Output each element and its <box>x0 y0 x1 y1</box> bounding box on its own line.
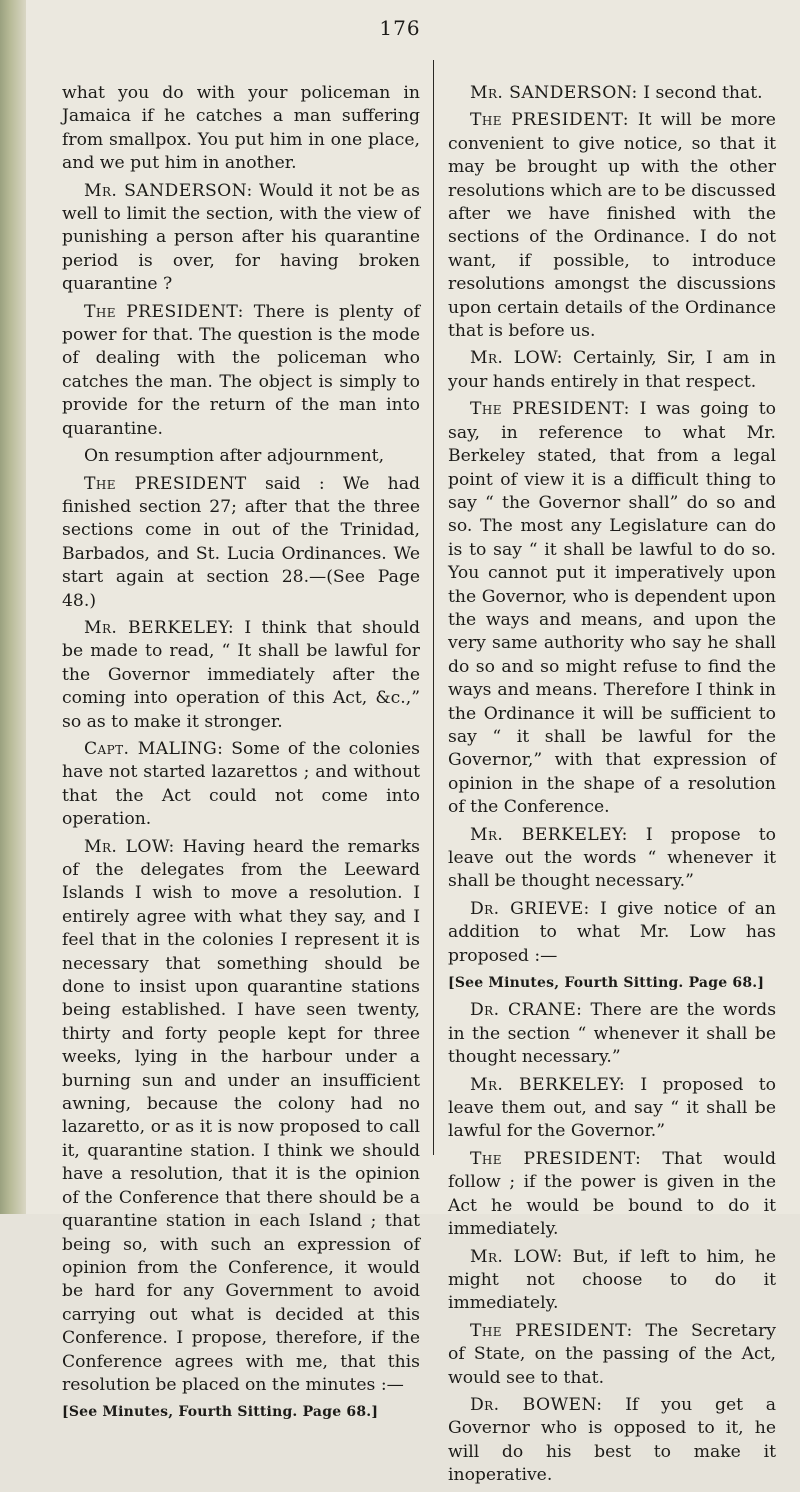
paragraph-text: Would it not be as well to limit the section, with the view of punishing a person after his quarantine period is over, for having broken quarantine ? <box>62 180 420 295</box>
paragraph-text: Certainly, Sir, I am in your hands entirely in that respect. <box>448 348 776 392</box>
speaker-name: Mr. SANDERSON: <box>84 180 253 201</box>
paragraph-text: I proposed to leave them out, and say “ it shall be lawful for the Governor.” <box>448 1074 776 1142</box>
paragraph <box>62 617 420 734</box>
speaker-name: The PRESIDENT: <box>84 301 244 322</box>
paragraph <box>448 347 776 394</box>
paragraph-text: what you do with your policeman in Jamaica if he catches a man suffering from smallpox. You put him in one place, and we put him in another. <box>62 83 420 174</box>
paragraph <box>448 1246 776 1316</box>
paragraph-text: If you get a Governor who is opposed to it, he will do his best to make it inoperative. <box>448 1394 776 1486</box>
speaker-name: Mr. BERKELEY: <box>84 617 235 638</box>
paragraph-text: I second that. <box>637 83 763 103</box>
speaker-name: The PRESIDENT: <box>470 110 629 131</box>
paragraph <box>62 82 420 176</box>
speaker-name: Mr. LOW: <box>84 836 175 857</box>
paragraph-text: Having heard the remarks of the delegates from the Leeward Islands I wish to move a resolution. I entirely agree with what they say, and I feel that in the colonies I represent it is necessary that something should be done to insist upon quarantine stations being established. I have seen twenty, thirty and forty people kept for three weeks, lying in the harbour under a burning sun and under an insufficient awning, because the colony had no lazaretto, or as it is now proposed to call it, quarantine station. I think we should have a resolution, that it is the opinion of the Conference that there should be a quarantine station in each Island ; that being so, with such an expression of opinion from the Conference, it would be hard for any Government to avoid carrying out what is decided at this Conference. I propose, therefore, if the Conference agrees with me, that this resolution be placed on the minutes :— <box>62 836 421 1395</box>
paragraph <box>62 180 420 297</box>
paragraph <box>62 738 420 832</box>
speaker-name: Mr. LOW: <box>470 1246 563 1267</box>
paragraph-text: Some of the colonies have not started lazarettos ; and without that the Act could not come into operation. <box>62 738 421 830</box>
paragraph <box>62 473 420 613</box>
paragraph <box>448 1394 776 1488</box>
paragraph <box>448 109 776 343</box>
paragraph-text: I propose to leave out the words “ whenever it shall be thought necessary.” <box>448 824 776 892</box>
paragraph-text: The Secretary of State, on the passing of the Act, would see to that. <box>448 1320 776 1388</box>
speaker-name: Mr. BERKELEY: <box>470 824 628 845</box>
paragraph <box>448 1074 776 1144</box>
speaker-name: The PRESIDENT: <box>470 1148 642 1169</box>
paragraph <box>62 445 420 468</box>
speaker-name: Dr. BOWEN: <box>470 1394 603 1415</box>
speaker-name: Mr. LOW: <box>470 348 563 369</box>
paragraph <box>448 82 776 105</box>
speaker-name: The PRESIDENT: <box>470 399 630 420</box>
paragraph <box>62 301 420 441</box>
speaker-name: Mr. BERKELEY: <box>470 1074 626 1095</box>
paragraph <box>448 824 776 894</box>
page-number: 176 <box>379 16 421 40</box>
paragraph <box>448 1320 776 1390</box>
paragraph-text: said : We had finished section 27; after that the three sections come in out of the Trinidad, Barbados, and St. Lucia Ordinances. We start again at section 28.—(See Page 48.) <box>62 473 420 611</box>
speaker-name: Dr. CRANE: <box>470 1000 583 1021</box>
paragraph <box>448 398 776 819</box>
paragraph <box>448 999 776 1069</box>
paragraph <box>448 898 776 968</box>
left-column <box>62 82 420 1429</box>
speaker-name: Mr. SANDERSON: <box>470 83 638 103</box>
paragraph-text: But, if left to him, he might not choose to do it immediately. <box>448 1246 776 1314</box>
paragraph-text: I was going to say, in reference to what Mr. Berkeley stated, that from a legal point of view it is a difficult thing to say “ the Governor shall” do so and so. The most any Legislature can do is to say “ it shall be lawful to do so. You cannot put it imperatively upon the Governor, who is dependent upon the ways and means, and upon the very same authority who say he shall do so and so might refuse to find the ways and means. Therefore I think in the Ordinance it will be sufficient to say “ it shall be lawful for the Governor,” with that expression of opinion in the shape of a resolution of the Conference. <box>448 399 776 818</box>
paragraph <box>448 1148 776 1242</box>
paragraph-text: That would follow ; if the power is given in the Act he would be bound to do it immediately. <box>448 1148 776 1240</box>
right-column <box>448 82 776 1492</box>
paragraph-text: I give notice of an addition to what Mr. Low has proposed :— <box>448 898 776 966</box>
paragraph-text: On resumption after adjournment, <box>84 446 385 467</box>
speaker-name: The PRESIDENT <box>84 473 247 494</box>
paragraph <box>62 836 420 1398</box>
minutes-reference-note: [See Minutes, Fourth Sitting. Page 68.] <box>62 1404 379 1421</box>
speaker-name: Dr. GRIEVE: <box>470 898 590 919</box>
page-binding-edge <box>0 0 26 1214</box>
paragraph-text: It will be more convenient to give notice, so that it may be brought up with the other resolutions which are to be discussed after we have finished with the sections of the Ordinance. I do not want, if possible, to introduce resolutions amongst the discussions upon certain details of the Ordinance that is before us. <box>448 110 776 342</box>
paragraph-text: I think that should be made to read, “ It shall be lawful for the Governor immediately after the coming into operation of this Act, &c.,” so as to make it stronger. <box>62 617 420 732</box>
paragraph-text: There is plenty of power for that. The question is the mode of dealing with the policeman who catches the man. The object is simply to provide for the return of the man into quarantine. <box>62 301 420 439</box>
speaker-name: The PRESIDENT: <box>470 1320 633 1341</box>
minutes-reference-note: [See Minutes, Fourth Sitting. Page 68.] <box>448 975 765 992</box>
column-divider <box>433 60 434 1155</box>
speaker-name: Capt. MALING: <box>84 738 224 759</box>
paragraph-text: There are the words in the section “ whenever it shall be thought necessary.” <box>448 1000 777 1068</box>
